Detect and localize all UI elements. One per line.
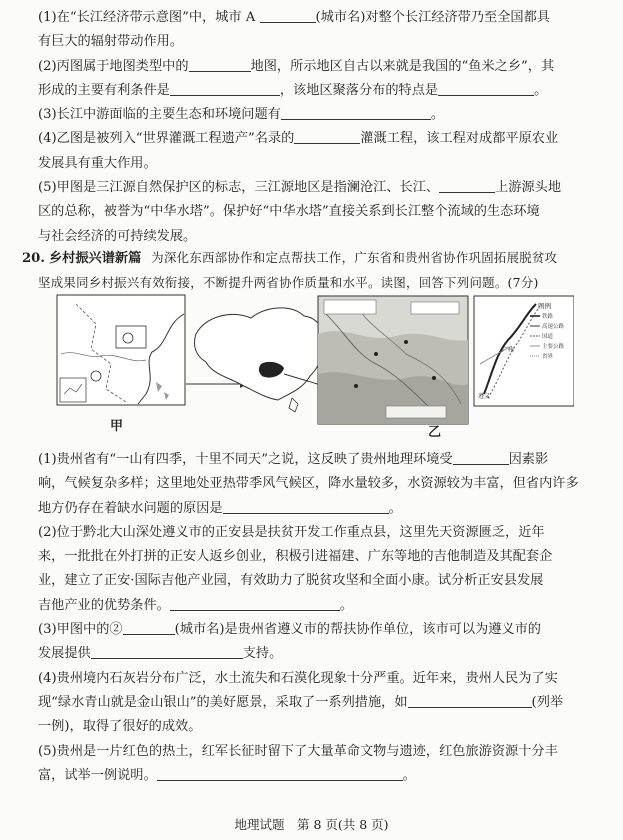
terrain-map-yi [318, 296, 468, 424]
answer-blank[interactable] [439, 178, 495, 193]
q20-part-4: (4)贵州境内石灰岩分布广泛，水土流失和石漠化现象十分严重。近年来，贵州人民为了实 [38, 670, 558, 686]
page-footer: 地理试题 第 8 页(共 8 页) [234, 817, 389, 832]
q20-part-2-cont3: 吉他产业的优势条件。 。 [38, 597, 354, 613]
answer-blank[interactable] [123, 620, 175, 635]
answer-blank[interactable] [91, 644, 243, 659]
answer-blank[interactable] [408, 693, 532, 708]
question-number: 20. [22, 251, 45, 266]
answer-blank[interactable] [157, 766, 403, 781]
legend-item: 主要公路 [542, 344, 565, 350]
question-20-header: 20. 乡村振兴谱新篇 为深化东西部协作和定点帮扶工作，广东省和贵州省协作巩固拓展脱贫攻 坚成果同乡村振兴有效衔接，不断提升两省协作质量和水平。读图，回答下列问题。(7分) [22, 250, 558, 291]
answer-blank[interactable] [281, 105, 431, 120]
answer-blank[interactable] [438, 81, 534, 96]
regional-map-jia [57, 295, 185, 405]
answer-blank[interactable] [170, 81, 280, 96]
question-20-parts [38, 448, 604, 788]
q20-part-2-cont: 来，一批批在外打拼的正安人返乡创业，积极引进福建、广东等地的吉他制造及其配套企 [38, 549, 553, 565]
q20-part-2-cont2: 业，建立了正安·国际吉他产业园，有效助力了脱贫攻坚和全面小康。试分析正安县发展 [38, 573, 544, 589]
question-tag: 乡村振兴谱新篇 [48, 251, 142, 266]
question-19-parts [38, 6, 604, 249]
answer-blank[interactable] [294, 129, 360, 144]
question-20-figures [56, 294, 574, 440]
figure-label-jia: 甲 [110, 419, 124, 434]
answer-blank[interactable] [170, 596, 340, 611]
legend-item: 高速公路 [542, 324, 565, 330]
q19-part-4: (4)乙图是被列入“世界灌溉工程遗产”名录的 灌溉工程，该工程对成都平原农业 [38, 131, 559, 147]
q20-part-3-cont: 发展提供 支持。 [38, 646, 283, 662]
figure-label-yi: 乙 [428, 425, 442, 440]
q19-part-4-cont: 发展具有重大作用。 [38, 155, 157, 171]
legend-title: 图例 [538, 302, 551, 310]
q19-part-5-cont2: 与社会经济的可持续发展。 [38, 228, 197, 244]
legend-item: 省界 [542, 354, 554, 360]
legend-item: 国道 [542, 334, 554, 340]
map-city-label: 广州 [502, 347, 515, 354]
q20-part-1-cont2: 地方仍存在着缺水问题的原因是 。 [38, 500, 402, 516]
answer-blank[interactable] [189, 57, 251, 72]
q19-part-1: (1)在“长江经济带示意图”中，城市 A (城市名)对整个长江经济带乃至全国都具 [38, 10, 550, 25]
answer-blank[interactable] [453, 450, 509, 465]
q20-part-2: (2)位于黔北大山深处遵义市的正安县是扶贫开发工作重点县，这里先天资源匮乏，近年 [38, 524, 545, 540]
q20-part-3: (3)甲图中的② (城市名)是贵州省遵义市的帮扶协作单位，该市可以为遵义市的 [38, 622, 541, 638]
route-map [474, 296, 574, 406]
q20-part-5-cont: 富，试举一例说明。 。 [38, 767, 416, 783]
q20-part-1-cont: 响，气候复杂多样；这里地处亚热带季风气候区，降水量较多，水资源较为丰富，但省内许多 [38, 476, 579, 492]
map-city-label: 遵义 [478, 393, 491, 400]
q19-part-5-cont: 区的总称，被誉为“中华水塔”。保护好“中华水塔”直接关系到长江整个流域的生态环境 [38, 204, 540, 220]
q19-part-1-cont: 有巨大的辐射带动作用。 [38, 34, 184, 50]
q19-part-2-cont: 形成的主要有利条件是 ，该地区聚落分布的特点是 。 [38, 82, 548, 98]
map-figure [56, 294, 574, 434]
q20-part-4-cont2: 一例)，取得了很好的成效。 [38, 719, 202, 735]
legend-item: 铁路 [542, 314, 554, 320]
q19-part-3: (3)长江中游面临的主要生态和环境问题有 。 [38, 107, 445, 123]
answer-blank[interactable] [260, 8, 316, 23]
q19-part-5: (5)甲图是三江源自然保护区的标志，三江源地区是指澜沧江、长江、 上游源头地 [38, 180, 562, 196]
q20-part-5: (5)贵州是一片红色的热土，红军长征时留下了大量革命文物与遗迹，红色旅游资源十分丰 [38, 743, 558, 759]
china-map [194, 308, 322, 412]
q20-part-1: (1)贵州省有“一山有四季，十里不同天”之说，这反映了贵州地理环境受 因素影 [38, 452, 549, 467]
q20-part-4-cont: 现“绿水青山就是金山银山”的美好愿景，采取了一系列措施，如 (列举 [38, 694, 564, 710]
q19-part-2: (2)丙图属于地图类型中的 地图，所示地区自古以来就是我国的“鱼米之乡”，其 [38, 58, 555, 74]
answer-blank[interactable] [223, 499, 389, 514]
